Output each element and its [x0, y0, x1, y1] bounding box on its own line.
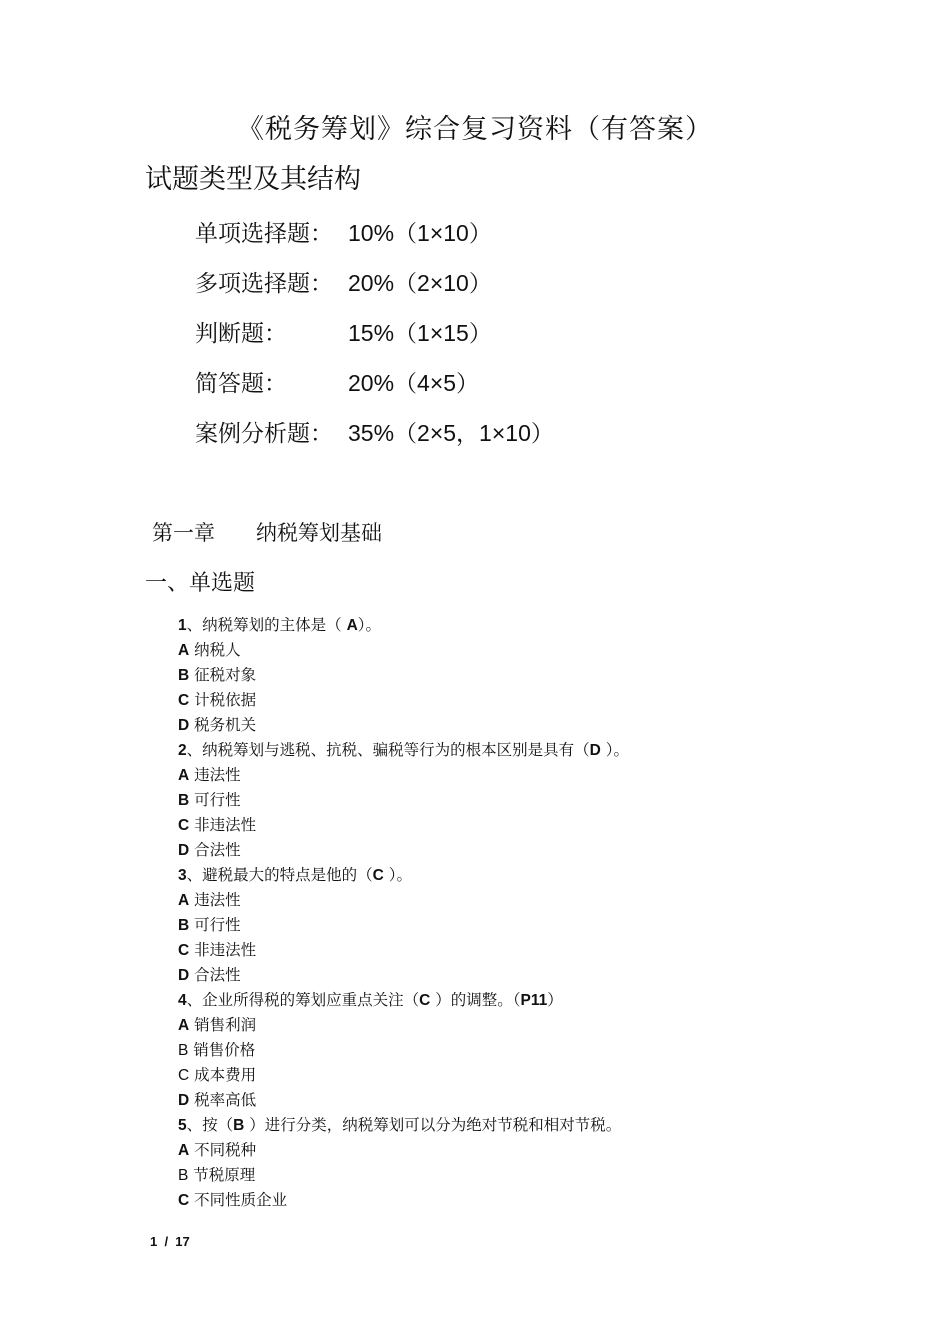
question-stem [178, 613, 629, 638]
answer-option [178, 788, 629, 813]
structure-heading: 试题类型及其结构 [145, 164, 361, 195]
question-type-label: 单项选择题： [195, 221, 333, 247]
question-text: 纳税筹划与逃税、抗税、骗税等行为的根本区别是具有（ [202, 741, 590, 759]
question-list [178, 613, 629, 1213]
chapter-number: 第一章 [152, 521, 215, 545]
option-text: 计税依据 [194, 691, 257, 709]
answer-option [178, 1088, 629, 1113]
option-text: 违法性 [194, 766, 241, 784]
answer-option [178, 688, 629, 713]
answer-key: B [233, 1117, 245, 1134]
question-text: 企业所得税的筹划应重点关注（ [202, 991, 420, 1009]
answer-option [178, 1188, 629, 1213]
option-text: 纳税人 [194, 641, 241, 659]
option-letter: B [178, 667, 190, 684]
question-text: 纳税筹划的主体是（ [202, 616, 347, 634]
answer-option [178, 813, 629, 838]
option-letter: C [178, 1192, 190, 1209]
answer-option [178, 713, 629, 738]
option-text: 违法性 [194, 891, 241, 909]
answer-option [178, 838, 629, 863]
question-text-end: ）进行分类，纳税筹划可以分为绝对节税和相对节税。 [244, 1116, 622, 1134]
option-text: 销售价格 [193, 1041, 256, 1059]
question-text-end: ）。 [600, 741, 630, 759]
structure-row [195, 260, 554, 310]
question-text: 按（ [202, 1116, 234, 1134]
answer-option [178, 913, 629, 938]
structure-row [195, 310, 554, 360]
question-separator: 、 [186, 741, 203, 759]
option-letter: D [178, 842, 190, 859]
question-type-weight: 20%（4×5） [348, 370, 480, 396]
question-type-label: 判断题： [195, 321, 287, 347]
question-type-label: 简答题： [195, 371, 287, 397]
question-separator: 、 [186, 1116, 203, 1134]
option-text: 成本费用 [194, 1066, 257, 1084]
option-letter: C [178, 942, 190, 959]
chapter-title: 纳税筹划基础 [256, 521, 382, 545]
option-letter: A [178, 642, 190, 659]
answer-option [178, 1063, 629, 1088]
question-stem [178, 1113, 629, 1138]
option-letter: C [178, 692, 190, 709]
answer-key: D [589, 742, 601, 759]
question-number: 3 [178, 867, 187, 884]
page-reference-close: ） [547, 991, 563, 1009]
option-letter: D [178, 1092, 190, 1109]
question-text-end: ）的调整。（ [430, 991, 521, 1009]
page-number: 1 / 17 [150, 1234, 190, 1249]
option-text: 可行性 [194, 916, 241, 934]
option-text: 非违法性 [194, 816, 257, 834]
section-heading: 一、单选题 [145, 571, 256, 596]
option-letter: A [178, 892, 190, 909]
option-letter: A [178, 1142, 190, 1159]
question-type-label: 案例分析题： [195, 421, 333, 447]
answer-key: C [419, 992, 431, 1009]
answer-option [178, 1163, 629, 1188]
option-text: 税率高低 [194, 1091, 257, 1109]
answer-option [178, 1138, 629, 1163]
option-text: 不同税种 [194, 1141, 257, 1159]
question-separator: 、 [186, 991, 203, 1009]
question-type-weight: 35%（2×5，1×10） [348, 420, 554, 446]
option-letter: C [178, 1067, 190, 1084]
answer-option [178, 1038, 629, 1063]
option-text: 销售利润 [194, 1016, 257, 1034]
structure-row [195, 360, 554, 410]
option-letter: A [178, 767, 190, 784]
option-text: 合法性 [194, 966, 241, 984]
question-separator: 、 [186, 866, 203, 884]
answer-option [178, 888, 629, 913]
question-type-weight: 20%（2×10） [348, 270, 492, 296]
answer-option [178, 663, 629, 688]
question-type-weight: 10%（1×10） [348, 220, 492, 246]
option-text: 征税对象 [194, 666, 257, 684]
question-text-end: ）。 [383, 866, 413, 884]
question-number: 5 [178, 1117, 187, 1134]
page-reference: P11 [520, 992, 548, 1009]
option-text: 不同性质企业 [194, 1191, 288, 1209]
question-text-end: ）。 [357, 616, 382, 634]
question-stem [178, 738, 629, 763]
question-number: 4 [178, 992, 187, 1009]
option-letter: D [178, 717, 190, 734]
option-text: 节税原理 [193, 1166, 256, 1184]
question-type-weight: 15%（1×15） [348, 320, 492, 346]
structure-row [195, 210, 554, 260]
answer-option [178, 938, 629, 963]
option-letter: B [178, 917, 190, 934]
option-text: 合法性 [194, 841, 241, 859]
answer-key: C [372, 867, 384, 884]
question-number: 1 [178, 617, 187, 634]
chapter-heading [152, 515, 382, 551]
option-text: 税务机关 [194, 716, 257, 734]
question-text: 避税最大的特点是他的（ [202, 866, 373, 884]
option-letter: A [178, 1017, 190, 1034]
option-letter: B [178, 1167, 189, 1184]
answer-option [178, 638, 629, 663]
option-letter: C [178, 817, 190, 834]
answer-key: A [346, 617, 358, 634]
option-text: 可行性 [194, 791, 241, 809]
document-title: 《税务筹划》综合复习资料（有答案） [237, 114, 713, 145]
answer-option [178, 763, 629, 788]
question-stem [178, 863, 629, 888]
question-separator: 、 [186, 616, 203, 634]
answer-option [178, 963, 629, 988]
question-stem [178, 988, 629, 1013]
option-letter: B [178, 1042, 189, 1059]
question-type-structure [195, 210, 554, 460]
option-letter: D [178, 967, 190, 984]
structure-row [195, 410, 554, 460]
option-text: 非违法性 [194, 941, 257, 959]
option-letter: B [178, 792, 190, 809]
question-number: 2 [178, 742, 187, 759]
answer-option [178, 1013, 629, 1038]
question-type-label: 多项选择题： [195, 271, 333, 297]
